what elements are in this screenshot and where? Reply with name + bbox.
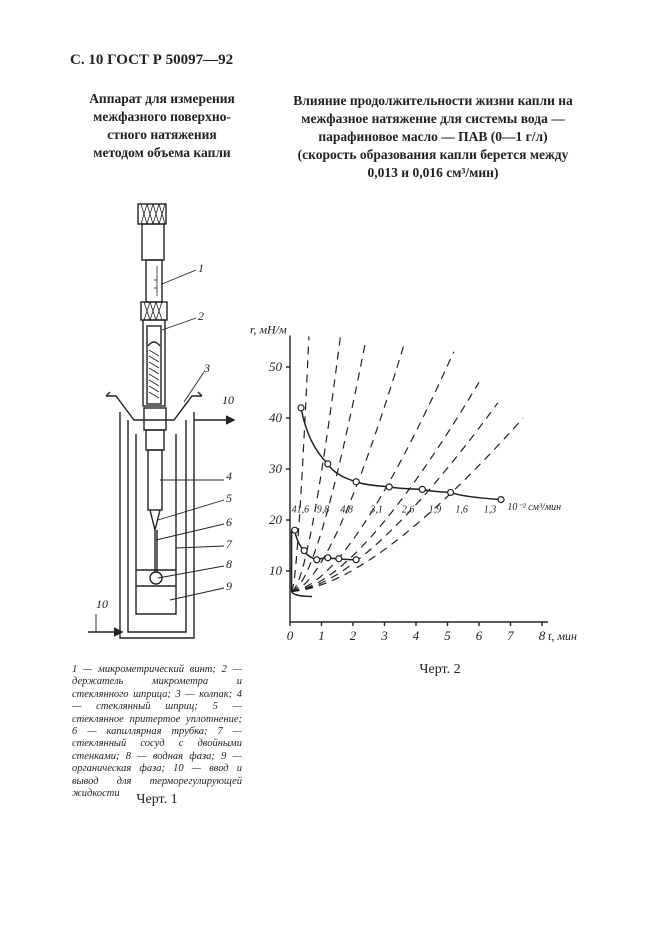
figure2-caption: Черт. 2 [419, 662, 461, 677]
data-point [386, 484, 392, 490]
figure1-title-line: методом объема капли [93, 145, 231, 160]
figure1-title-line: межфазного поверхно- [93, 109, 231, 124]
figure2-title-line: Влияние продолжительности жизни капли на [293, 93, 573, 108]
svg-text:2: 2 [198, 309, 204, 323]
reference-curve [292, 403, 498, 592]
rate-label: 1,3 [483, 504, 497, 516]
page-header: С. 10 ГОСТ Р 50097—92 [70, 52, 234, 68]
y-axis-label: r, мН/м [250, 322, 287, 337]
data-point [301, 548, 307, 554]
svg-text:5: 5 [226, 491, 232, 505]
x-tick-label: 4 [412, 628, 420, 643]
reference-curve [292, 336, 341, 591]
figure2-title-line: межфазное натяжение для системы вода — [301, 111, 565, 126]
svg-text:4: 4 [226, 469, 232, 483]
data-point [314, 557, 320, 563]
svg-text:9: 9 [226, 579, 232, 593]
rate-label: 4,8 [340, 504, 353, 516]
figure2-title [283, 92, 583, 182]
x-tick-label: 1 [318, 628, 325, 643]
x-axis-label: t, мин [548, 629, 577, 643]
figure2-title-line: парафиновое масло — ПАВ (0—1 г/л) [318, 129, 548, 144]
data-point [498, 497, 504, 503]
x-tick-label: 2 [349, 628, 357, 643]
y-tick-label: 40 [269, 410, 282, 425]
rate-label: 41,6 [291, 504, 310, 516]
figure2-title-line: (скорость образования капли берется между [297, 147, 569, 162]
data-point [292, 527, 298, 533]
x-tick-label: 8 [538, 628, 546, 643]
svg-text:7: 7 [226, 537, 232, 551]
reference-curve [292, 342, 366, 592]
x-tick-label: 7 [507, 628, 514, 643]
figure1-title-line: стного натяжения [107, 127, 217, 142]
y-tick-label: 50 [269, 359, 282, 374]
figure1-legend: 1 — микрометрический винт; 2 — держатель микрометра и стеклянного шприца; 3 — колпак; 4 — стеклянный шприц; 5 — стеклянное притертое уплотнение; 6 — капиллярная трубка; 7 — стеклянный сосуд с двойными стенками; 8 — водная фаза; 9 — органическая фаза; 10 — ввод и вывод для терморегулирующей жидкости [72, 664, 242, 800]
data-point [353, 557, 359, 563]
svg-text:1: 1 [198, 261, 204, 275]
initial-curve [292, 530, 312, 596]
data-point [336, 556, 342, 562]
data-point [419, 486, 425, 492]
svg-text:8: 8 [226, 557, 232, 571]
data-point [448, 489, 454, 495]
rate-label: 1,9 [428, 504, 442, 516]
data-point [325, 555, 331, 561]
x-tick-label: 0 [286, 628, 294, 643]
series-line [295, 530, 356, 560]
figure2-title-line: 0,013 и 0,016 см³/мин) [367, 165, 499, 180]
x-tick-label: 3 [381, 628, 388, 643]
svg-text:3: 3 [204, 361, 210, 375]
y-tick-label: 30 [269, 461, 282, 476]
series-line [301, 408, 501, 500]
rate-label: 1,6 [455, 504, 468, 516]
figure1-title [72, 90, 252, 162]
rate-label: 9,8 [316, 504, 330, 516]
reference-curve [292, 336, 309, 591]
y-tick-label: 20 [269, 512, 282, 527]
reference-curve [292, 352, 454, 592]
figure1-title-line: Аппарат для измерения [89, 91, 235, 106]
reference-curve [292, 418, 524, 591]
svg-text:6: 6 [226, 515, 232, 529]
reference-curve [292, 347, 404, 592]
svg-text:10: 10 [96, 597, 108, 611]
data-point [325, 461, 331, 467]
data-point [353, 479, 359, 485]
x-tick-label: 6 [475, 628, 483, 643]
svg-text:10: 10 [222, 393, 234, 407]
data-point [298, 405, 304, 411]
x-tick-label: 5 [444, 628, 451, 643]
figure1-caption: Черт. 1 [136, 792, 178, 807]
rate-unit-label: 10⁻² см³/мин [507, 501, 562, 513]
rate-label: 3,1 [370, 504, 383, 516]
y-tick-label: 10 [269, 563, 282, 578]
rate-label: 2,6 [401, 504, 415, 516]
reference-curve [292, 382, 479, 591]
